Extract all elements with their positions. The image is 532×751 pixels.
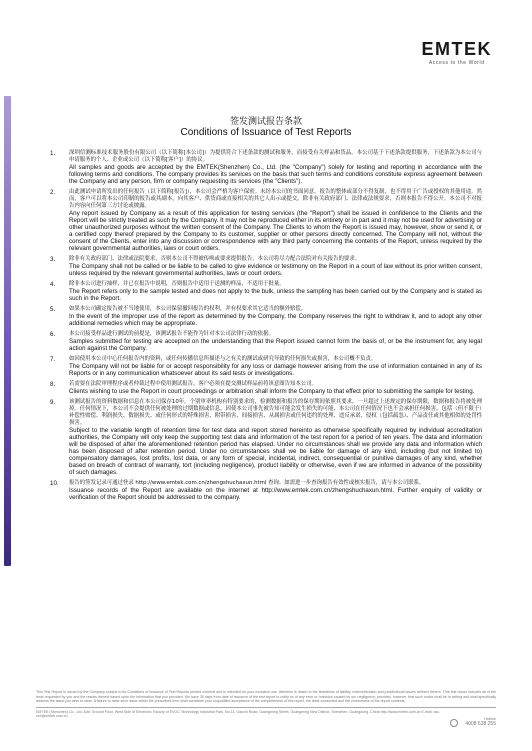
clause-text-chinese: 如因使用本公司中心任何报告内的资料，或任何传播信息所描述与之有关的测试或研究导致的任何损失或损害，本公司概不负责。 [69,356,377,362]
clause-text-english: Samples submitted for testing are accepted on the understanding that the Report issued cannot form the basis of, or be the instrument for, any legal action against the Company. [69,338,482,352]
clause-text-english: The Company will not be liable for or accept responsibility for any loss or damage however arising from the use of information contained in any of its Reports or in any communication whatsoever about its said tests or investigations. [69,363,482,377]
clause-text-english: Issuance records of the Report are available on the internet at http://www.emtek.com.cn/zhengshuchaxun.html. Further enquiry of validity or verification of the Report should be addressed to the company. [69,487,482,501]
clause-text-chinese: 除非本公司进行抽样，并已在报告中说明，否则报告中适用于送测的样品，不适用于批量。 [69,281,285,287]
clauses-list [50,150,482,505]
phone-icon [450,719,458,727]
clause-text-chinese: 该测试报告的资料数据和信息在本公司保存10年。个别审率机构有特别要求的，检测数据和报告的保存期间依照其要求，一旦超过上述规定的保存期限，数据和报告将被处理掉。任何情况下，本公司不会提供任何被处理的过期数据或信息，因使本公司事先被告知可能会发生损失的可能，本公司在任何情况下也不会承担任何损害，包括（但不限于）补偿性赔偿、利润损失、数据损失、或任何形式的特殊损害、附带损害、间接损害、从属损害或任何违约的处理、违反承诺、侵权（包括疏忽）、产品责任或其他相似的处罚性损害。 [69,399,482,426]
clause-text-english: Subject to the variable length of retention time for test data and report stored hereinto as otherwise specifically required by individual accreditation authorities, the Company will only keep the supporting test data and information of the test report for a period of ten years. The data and information will be disposed of after the aforementioned retention period has elapsed. Under no circumstances shall we provide any data and information which has been disposed of after retention period. Under no circumstances shall we be liable for damage of any kind, including (but not limited to) compensatory damages, lost profits, lost data, or any form of special, incidental, indirect, consequential or punitive damages of any kind, whether based on breach of contract of warranty, tort (including negligence), product liability or otherwise, even if we are informed in advance of the possibility of such damages. [69,427,482,476]
clause-1 [50,150,482,185]
clause-text-english: The Report refers only to the sample tested and does not apply to the bulk, unless the sampling has been carried out by the Company and is stated as such in the Report. [69,288,482,302]
clause-6 [50,331,482,352]
logo-wordmark: EMTEK [421,39,492,59]
clause-4 [50,281,482,302]
logo-tagline: Access to the World [428,60,485,66]
clause-text-english: The Company shall not be called or be liable to be called to give evidence or testimony on the Report in a court of law without its prior written consent, unless required by the relevant governmental authorities, laws or court orders. [69,263,482,277]
clause-number: 6. [50,331,56,338]
page-title-english: Conditions of Issuance of Test Reports [180,127,352,138]
clause-7 [50,356,482,377]
clause-number: 7. [50,356,56,363]
clause-8 [50,381,482,395]
clause-text-chinese: 除非有关政府部门、法律或法院要求，否则本公司不得被传唤或要求提供报告，本公司将尽力配合法院对有关报告的要求。 [69,256,361,262]
footer-hotline [465,717,496,727]
footer-divider [36,707,496,708]
clause-text-english: Any report issued by Company as a result of this application for testing services (the "Report") shall be issued in confidence to the Clients and the Report will be strictly treated as such by the Company. It may not be reproduced either in its entirety or in part and it may not be used for advertising or other unauthorized purposes without the written consent of the Company. The Clients to whom the Report is issued may, however, show or send it, or a certified copy thereof prepared by the Company to its customer, supplier or other persons directly concerned. The Company will not, without the consent of the Clients, enter into any discussion or correspondence with any third party concerning the contents of the Report, unless required by the relevant governmental authorities, laws or court orders. [69,210,482,252]
page-title-chinese: 签发测试报告条款 [229,117,302,127]
decorative-side-stripe [4,96,11,566]
clause-text-chinese: 深圳信测标准技术服务股份有限公司（以下简称[本公司]）为提供符合下述条款的测试和服务，而接受有关样品和货品。本公司基于下述条款提供服务，下述条款为本公司与申请服务的个人、企业或公司（以下简称[客户]）的协议。 [69,150,482,163]
clause-number: 3. [50,256,56,263]
footer-address: EMTEK (Shenzhen) Co., Ltd. Add: Ground Floor, West Side of Electronic Factory of EVOC Technology Industrial Park, No.11, Gaoxin Road, Guangming Street, Guangming New District, Shenzhen, Guangdong, China http://www.emtek.com.cn E-mail: csc-cs4@emtek.com.cn [36,709,441,719]
clause-text-chinese: 如果本公司确定报告被不当地使用，本公司保留撤回报告的权利，并有权要求其它适当的额外赔偿。 [69,306,307,312]
clause-2 [50,189,482,252]
hotline-label: Hotline [484,717,496,721]
clause-text-chinese: 由此测试申请所发出的任何报告（以下简称[报告]），本公司会严格为客户保密。未经本公司的书面同意，报告的整体或部分不得复制，也不得用于广告或授权的其他用途。然而，客户可以将本公司印制的报告或其副本，向其客户、供货商或直接相关的其它人出示或提交，除非有关政府部门、法律或法规要求，否则本报告不得公开。本公司不对报告内容向任何第三方讨论或披露。 [69,189,482,209]
clause-text-chinese: 本公司接受样品进行测试的前提是，该测试报告不能作为针对本公司法律行动的依据。 [69,331,274,337]
clause-text-english: In the event of the improper use of the report as determined by the Company, the Company reserves the right to withdraw it, and to adopt any other additional remedies which may be appropriate. [69,313,482,327]
clause-text-chinese: 若需要在法院审理程序或者仲裁过程中使用测试报告，客户必须在提交测试样品前将该意图告知本公司。 [69,381,317,387]
company-logo [422,40,493,66]
page-footer [36,690,496,727]
clause-number: 10. [50,480,59,487]
clause-number: 1. [50,150,56,157]
clause-text-english: Clients wishing to use the Report in court proceedings or arbitration shall inform the Company to that effect prior to submitting the sample for testing. [69,388,475,395]
clause-number: 8. [50,381,56,388]
clause-text-chinese: 报告的签发记录可通过登录 http://www.emtek.com.cn/zhengshuchaxun.html 查询。如需进一步查询报告有效性或核实报告，请与本公司联系。 [69,480,425,486]
clause-3 [50,256,482,277]
clause-number: 5. [50,306,56,313]
clause-5 [50,306,482,327]
clause-9 [50,399,482,476]
clause-number: 4. [50,281,56,288]
clause-number: 9. [50,399,56,406]
footer-disclaimer: This Test Report is issued by the Company subject to its Conditions of Issuance of Test Reports printed overleaf and is intended for your exclusive use. Attention is drawn to the limitations of liability, indemnification and jurisdictional issues defined therein. This test report includes all of the tests requested by you and the results thereof based upon the information that you provided. We have 30 days from date of issuance of the test report to notify us of any error or omission caused by our negligence; provided, however, that such notice shall be in writing and shall specifically address the issue you wish to raise. A failure to raise such issue within the prescribed time shall constitute your unqualified acceptance of the completeness of this report, the tests conducted and the correctness of the report contents. [36,690,496,704]
clause-text-english: All samples and goods are accepted by the EMTEK(Shenzhen) Co., Ltd. (the "Company") solely for testing and reporting in accordance with the following terms and conditions. The company provides its services on the basis that such terms and conditions constitute express agreement between the Company and any person, firm or company requesting its services (the "Clients"). [69,164,482,185]
clause-10 [50,480,482,501]
hotline-number: 4008 638 255 [465,721,496,727]
clause-number: 2. [50,189,56,196]
